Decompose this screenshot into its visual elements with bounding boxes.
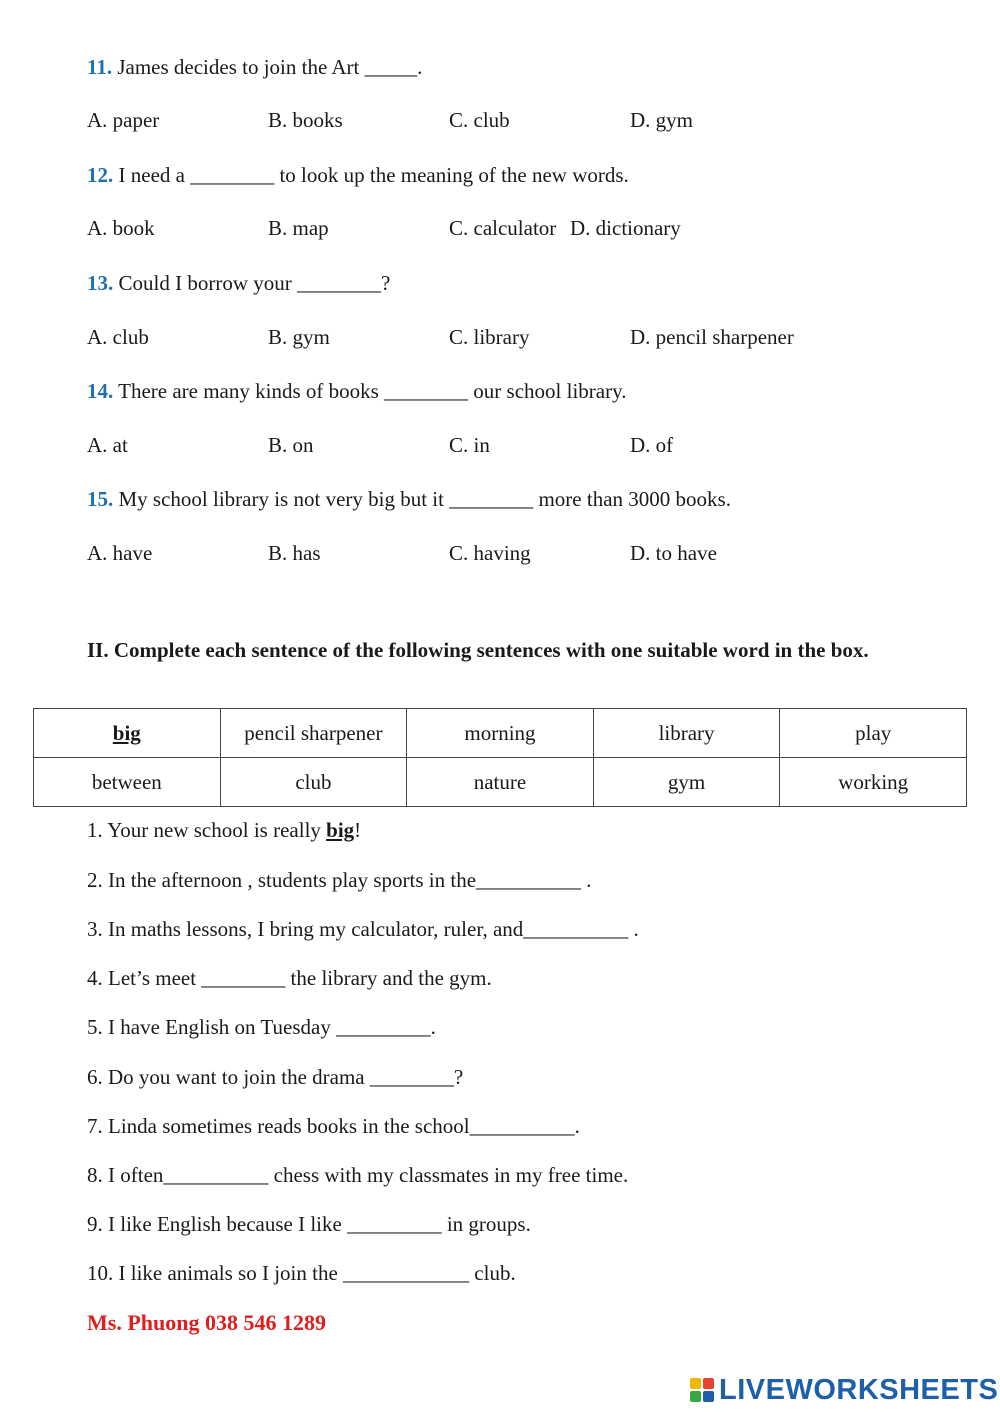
sentence-4: 4. Let’s meet ________ the library and the gym. [87,966,492,990]
question-text: My school library is not very big but it ________ more than 3000 books. [113,487,731,511]
sentence-2: 2. In the afternoon , students play sports in the__________ . [87,868,592,892]
option-a: A. club [87,325,149,349]
logo-square [690,1378,701,1389]
sentence-10: 10. I like animals so I join the ____________ club. [87,1261,516,1285]
option-b: B. map [268,216,329,240]
option-b: B. on [268,433,314,457]
sentence-6: 6. Do you want to join the drama ________? [87,1065,464,1089]
option-d: D. dictionary [570,216,681,240]
sentence-7: 7. Linda sometimes reads books in the school__________. [87,1114,580,1138]
word-box-cell: working [780,758,967,807]
word-box-cell: pencil sharpener [220,709,407,758]
sentence-1 [87,818,361,843]
option-a: A. at [87,433,128,457]
question-15 [87,487,731,512]
question-15-options [87,541,937,571]
option-c: C. library [449,325,530,349]
option-b: B. has [268,541,321,565]
logo-square [703,1391,714,1402]
option-c: C. club [449,108,510,132]
option-b: B. books [268,108,343,132]
logo-square [690,1391,701,1402]
option-a: A. paper [87,108,160,132]
word-box-cell: nature [407,758,594,807]
question-number: 15. [87,487,114,511]
word-box-cell: library [593,709,780,758]
sentence-9: 9. I like English because I like _________ in groups. [87,1212,531,1236]
question-number: 13. [87,271,114,295]
section-title: II. Complete each sentence of the following sentences with one suitable word in the box. [87,638,869,662]
question-11 [87,55,422,80]
author-credit: Ms. Phuong 038 546 1289 [87,1310,326,1335]
option-c: C. calculator [449,216,557,240]
question-14-options [87,433,937,463]
question-number: 11. [87,55,113,79]
word-box-cell: play [780,709,967,758]
word-box-cell: between [34,758,221,807]
question-text: James decides to join the Art _____. [112,55,423,79]
logo-text: LIVEWORKSHEETS [719,1373,999,1406]
word-box [33,708,967,807]
option-d: D. pencil sharpener [630,325,794,349]
sentence-8: 8. I often__________ chess with my classmates in my free time. [87,1163,629,1187]
option-a: A. have [87,541,153,565]
word-box-cell: gym [593,758,780,807]
word-box-row [34,758,967,807]
sentence-3: 3. In maths lessons, I bring my calculator, ruler, and__________ . [87,917,639,941]
question-text: There are many kinds of books ________ our school library. [113,379,627,403]
logo-square [703,1378,714,1389]
sentence-text: 1. Your new school is really [87,818,327,842]
option-b: B. gym [268,325,330,349]
question-12 [87,163,629,188]
word-box-cell: club [220,758,407,807]
question-text: Could I borrow your ________? [113,271,391,295]
option-d: D. gym [630,108,693,132]
option-c: C. having [449,541,531,565]
question-14 [87,379,626,404]
option-d: D. to have [630,541,717,565]
word-box-row [34,709,967,758]
word-big: big [112,720,141,745]
question-12-options [87,216,937,246]
question-text: I need a ________ to look up the meaning of the new words. [113,163,629,187]
question-number: 14. [87,379,114,403]
option-a: A. book [87,216,155,240]
sentence-5: 5. I have English on Tuesday _________. [87,1015,436,1039]
question-13 [87,271,390,296]
option-c: C. in [449,433,490,457]
logo-icon [690,1378,714,1402]
sentence-text: ! [354,818,362,842]
question-13-options [87,325,937,355]
question-number: 12. [87,163,114,187]
liveworksheets-logo[interactable] [690,1373,998,1407]
word-box-cell [34,709,221,758]
sentence-answer: big [326,818,355,842]
word-box-cell: morning [407,709,594,758]
option-d: D. of [630,433,674,457]
question-11-options [87,108,937,138]
